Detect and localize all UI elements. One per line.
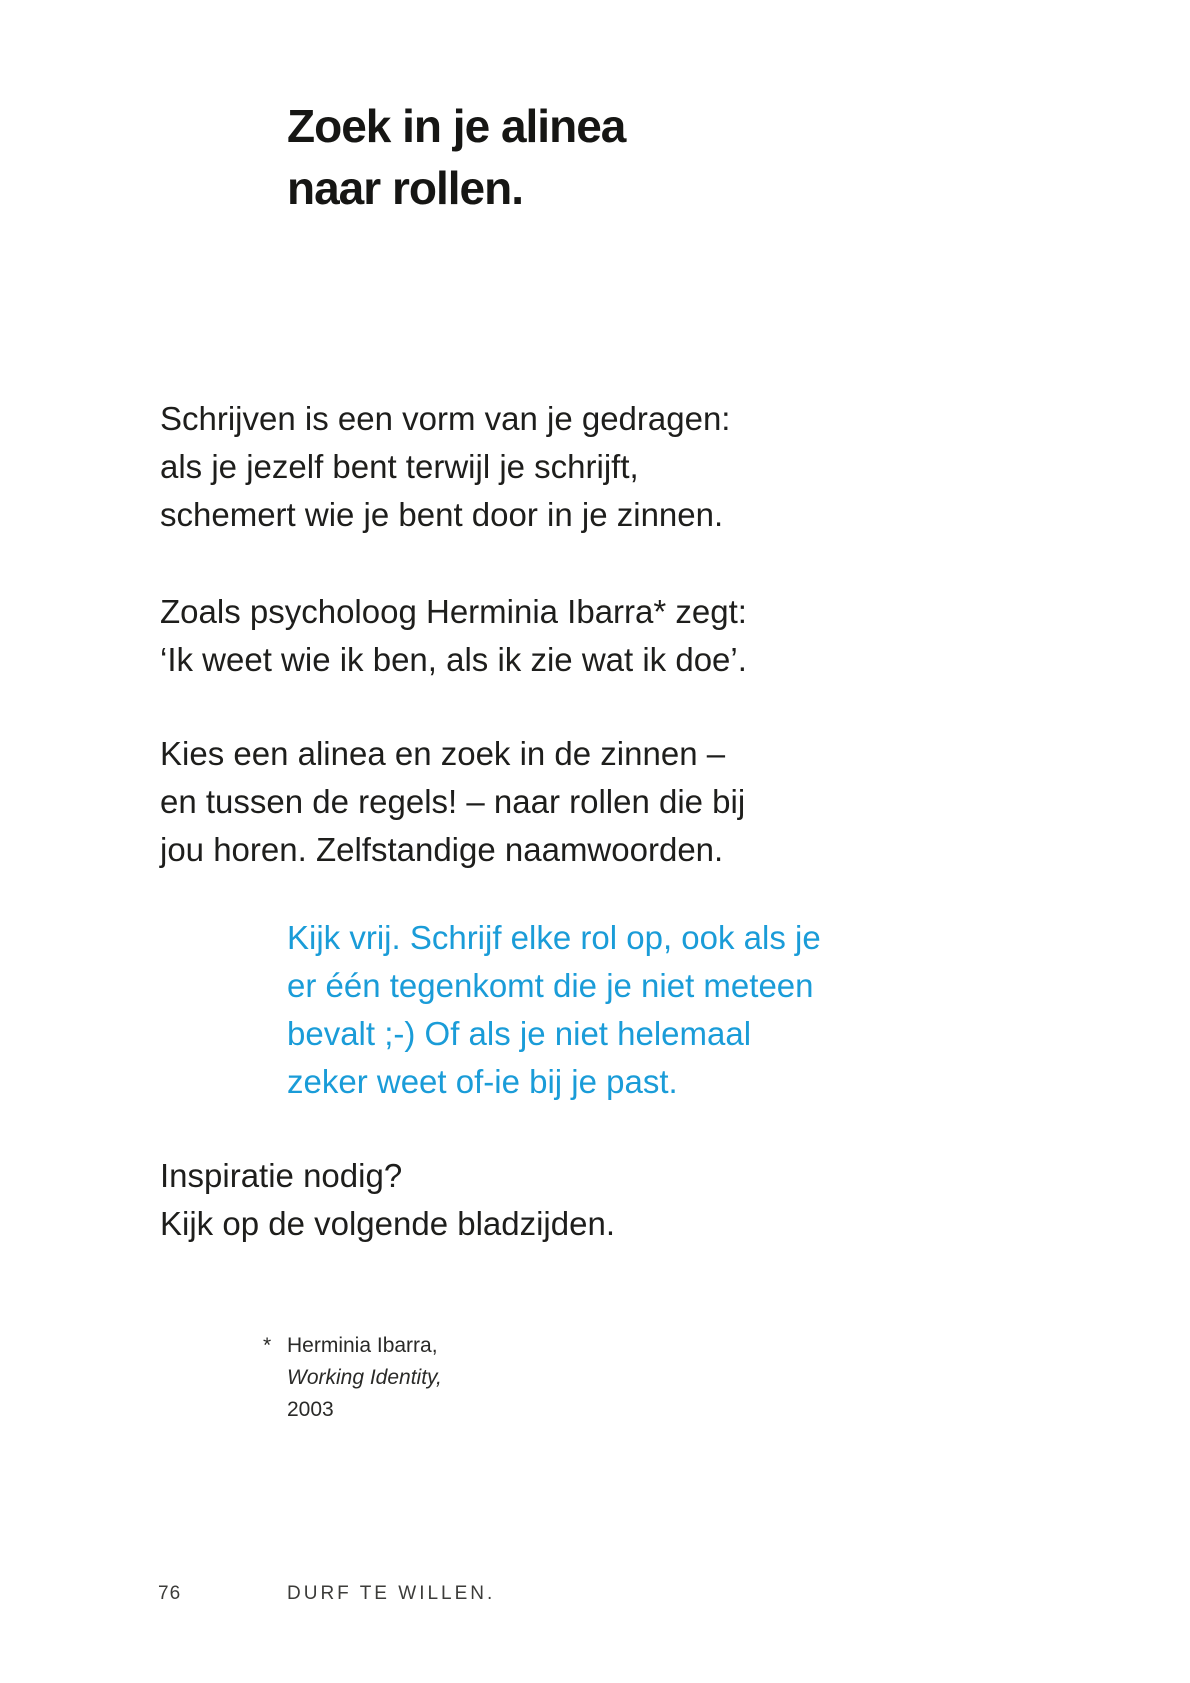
- book-title: DURF TE WILLEN.: [287, 1583, 496, 1604]
- text-line: jou horen. Zelfstandige naamwoorden.: [160, 831, 724, 868]
- text-line: en tussen de regels! – naar rollen die bij: [160, 783, 746, 820]
- text-line: zeker weet of-ie bij je past.: [287, 1063, 678, 1100]
- text-line: ‘Ik weet wie ik ben, als ik zie wat ik doe’.: [160, 641, 747, 678]
- page-title: [287, 95, 625, 219]
- footnote-work-title: Working Identity,: [287, 1366, 442, 1389]
- text-line: er één tegenkomt die je niet meteen: [287, 967, 814, 1004]
- page-title-line-2: naar rollen.: [287, 162, 523, 214]
- page-number: 76: [158, 1583, 182, 1604]
- text-line: Kijk vrij. Schrijf elke rol op, ook als je: [287, 919, 821, 956]
- inspiration-paragraph: [160, 1152, 615, 1248]
- text-line: Kijk op de volgende bladzijden.: [160, 1205, 615, 1242]
- text-line: schemert wie je bent door in je zinnen.: [160, 496, 724, 533]
- footnote-author: Herminia Ibarra,: [287, 1334, 438, 1357]
- text-line: Schrijven is een vorm van je gedragen:: [160, 400, 731, 437]
- tip-paragraph: [287, 914, 821, 1106]
- text-line: Kies een alinea en zoek in de zinnen –: [160, 735, 726, 772]
- text-line: bevalt ;-) Of als je niet helemaal: [287, 1015, 752, 1052]
- text-line: als je jezelf bent terwijl je schrijft,: [160, 448, 639, 485]
- quote-paragraph: [160, 588, 747, 684]
- text-line: Inspiratie nodig?: [160, 1157, 403, 1194]
- footnote: [263, 1330, 442, 1426]
- footnote-marker: *: [263, 1334, 272, 1357]
- intro-paragraph: [160, 395, 730, 539]
- footnote-year: 2003: [287, 1398, 334, 1421]
- footnote-body: [287, 1330, 442, 1426]
- instruction-paragraph: [160, 730, 745, 874]
- page-title-line-1: Zoek in je alinea: [287, 100, 626, 152]
- text-line: Zoals psycholoog Herminia Ibarra* zegt:: [160, 593, 747, 630]
